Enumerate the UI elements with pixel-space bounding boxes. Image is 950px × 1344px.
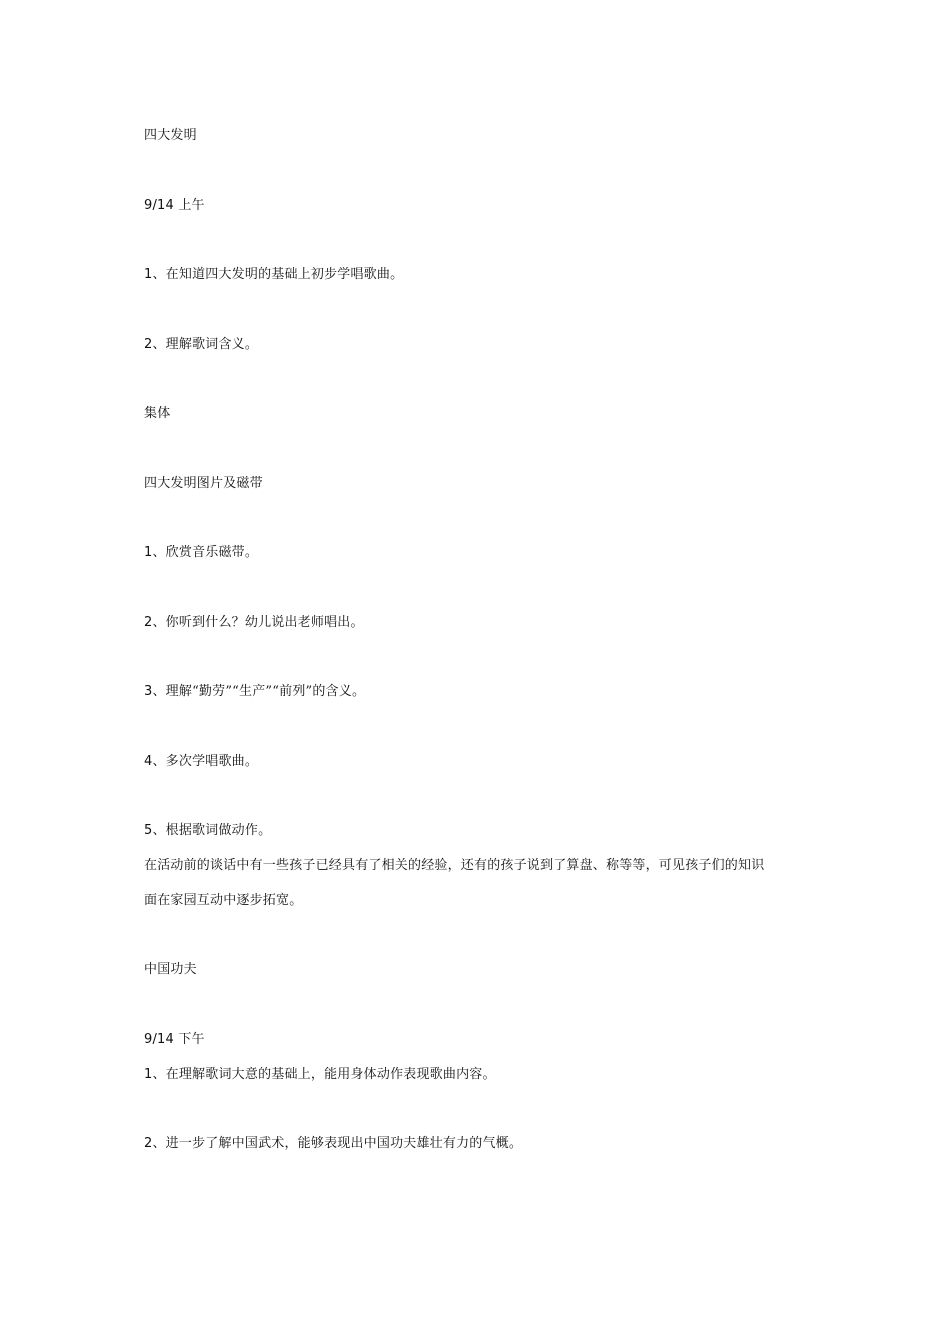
step-number: 1 [144,545,153,560]
lesson1-reflection-line-1: 在活动前的谈话中有一些孩子已经具有了相关的经验，还有的孩子说到了算盘、称等等，可见孩子们的知识 [144,858,765,873]
lesson1-step-3 [144,683,365,701]
step-text: 、欣赏音乐磁带。 [152,545,259,560]
lesson1-goal-1 [144,266,403,284]
lesson1-title: 四大发明 [144,128,197,143]
goal-text: 、在知道四大发明的基础上初步学唱歌曲。 [152,267,404,282]
lesson2-date [144,1031,205,1049]
goal-number: 2 [144,337,153,352]
lesson1-step-4 [144,753,258,771]
goal-text: 、进一步了解中国武术，能够表现出中国功夫雄壮有力的气概。 [152,1136,523,1151]
step-text: 、根据歌词做动作。 [152,823,272,838]
step-number: 2 [144,615,153,630]
goal-text: 、理解歌词含义。 [152,337,259,352]
step-text: 、理解“勤劳”“生产”“前列”的含义。 [152,684,366,699]
goal-number: 2 [144,1136,153,1151]
step-text: 、多次学唱歌曲。 [152,754,259,769]
goal-number: 1 [144,267,153,282]
lesson2-goal-2 [144,1135,522,1153]
step-text: 、你听到什么？幼儿说出老师唱出。 [152,615,364,630]
step-number: 4 [144,754,153,769]
lesson1-goal-2 [144,336,258,354]
lesson1-step-1 [144,544,258,562]
lesson2-goal-1 [144,1066,496,1084]
goal-text: 、在理解歌词大意的基础上，能用身体动作表现歌曲内容。 [152,1067,496,1082]
step-number: 3 [144,684,153,699]
lesson2-date-number: 9/14 [144,1032,174,1047]
lesson1-materials: 四大发明图片及磁带 [144,476,263,491]
lesson1-date [144,197,205,215]
lesson1-form: 集体 [144,406,171,421]
lesson1-step-5 [144,822,271,840]
goal-number: 1 [144,1067,153,1082]
lesson1-reflection-line-2: 面在家园互动中逐步拓宽。 [144,893,303,908]
step-number: 5 [144,823,153,838]
lesson1-date-number: 9/14 [144,198,174,213]
lesson1-step-2 [144,614,364,632]
lesson1-date-period: 上午 [178,198,205,213]
lesson2-title: 中国功夫 [144,962,197,977]
lesson2-date-period: 下午 [178,1032,205,1047]
